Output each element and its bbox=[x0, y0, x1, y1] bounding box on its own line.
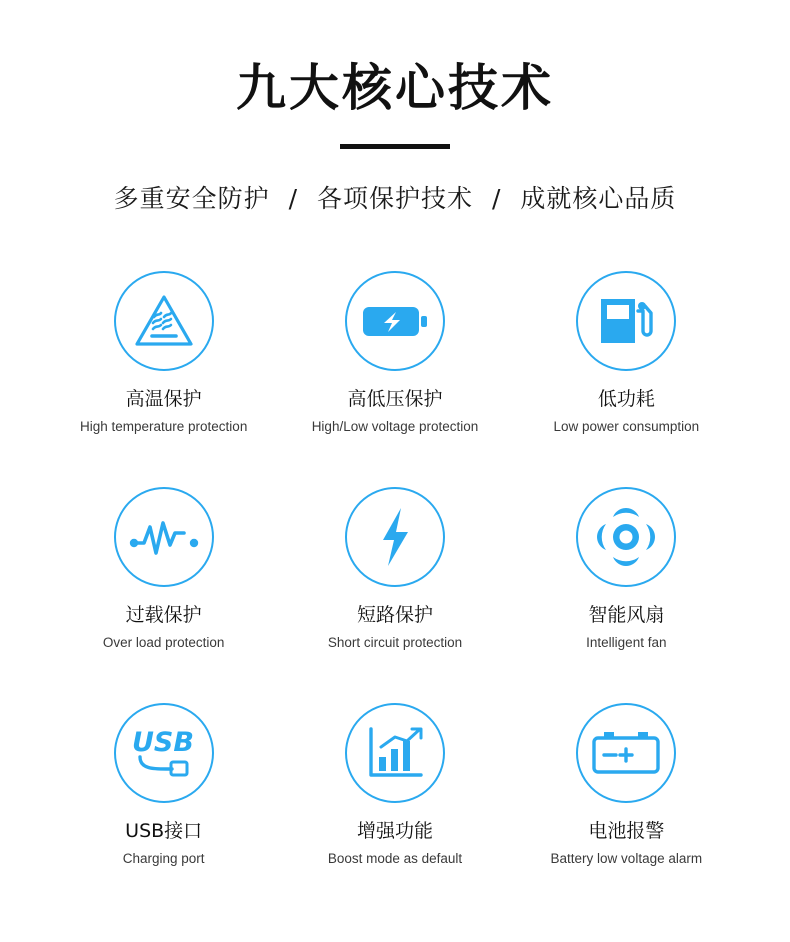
subtitle-part-2: 各项保护技术 bbox=[316, 184, 473, 213]
icon-circle bbox=[114, 703, 214, 803]
feature-label-cn: 高温保护 bbox=[125, 388, 202, 410]
icon-circle bbox=[576, 487, 676, 587]
feature-item-intelligent-fan bbox=[511, 487, 742, 703]
fan-icon bbox=[594, 505, 658, 569]
car-battery-icon bbox=[590, 728, 662, 778]
feature-label-en: Low power consumption bbox=[553, 418, 700, 434]
feature-label-en: Over load protection bbox=[102, 634, 225, 650]
icon-circle bbox=[345, 487, 445, 587]
bar-chart-arrow-icon bbox=[365, 725, 425, 781]
feature-label-en: Intelligent fan bbox=[586, 634, 667, 650]
feature-label-en: Charging port bbox=[122, 850, 205, 866]
feature-label-en: High/Low voltage protection bbox=[311, 418, 479, 434]
fuel-pump-icon bbox=[595, 293, 657, 349]
feature-item-voltage-protection bbox=[279, 271, 510, 487]
usb-icon bbox=[126, 727, 202, 779]
svg-text:USB: USB bbox=[131, 727, 194, 758]
feature-item-over-load bbox=[48, 487, 279, 703]
feature-item-low-power bbox=[511, 271, 742, 487]
feature-label-cn: 增强功能 bbox=[356, 820, 433, 842]
feature-label-cn: USB接口 bbox=[125, 820, 203, 842]
page-subtitle bbox=[0, 179, 790, 215]
feature-label-cn: 短路保护 bbox=[356, 604, 433, 626]
subtitle-part-1: 多重安全防护 bbox=[113, 184, 270, 213]
feature-label-cn: 低功耗 bbox=[597, 388, 655, 410]
feature-label-en: Short circuit protection bbox=[327, 634, 463, 650]
feature-grid bbox=[0, 271, 790, 919]
feature-label-cn: 电池报警 bbox=[588, 820, 665, 842]
title-divider bbox=[340, 144, 450, 149]
waveform-overload-icon bbox=[128, 514, 200, 560]
feature-label-en: High temperature protection bbox=[79, 418, 248, 434]
subtitle-separator-1: / bbox=[288, 184, 299, 213]
icon-circle bbox=[345, 703, 445, 803]
lightning-bolt-icon bbox=[375, 506, 415, 568]
subtitle-separator-2: / bbox=[491, 184, 502, 213]
feature-label-cn: 智能风扇 bbox=[588, 604, 665, 626]
feature-label-cn: 高低压保护 bbox=[347, 388, 443, 410]
feature-item-boost-mode bbox=[279, 703, 510, 919]
icon-circle bbox=[345, 271, 445, 371]
page-title: 九大核心技术 bbox=[236, 59, 554, 117]
poster-header bbox=[0, 0, 790, 215]
icon-circle bbox=[114, 487, 214, 587]
icon-circle bbox=[576, 703, 676, 803]
icon-circle bbox=[114, 271, 214, 371]
feature-item-usb-port bbox=[48, 703, 279, 919]
icon-circle bbox=[576, 271, 676, 371]
feature-item-high-temperature bbox=[48, 271, 279, 487]
subtitle-part-3: 成就核心品质 bbox=[520, 184, 677, 213]
feature-label-en: Battery low voltage alarm bbox=[550, 850, 703, 866]
high-temperature-icon bbox=[133, 292, 195, 350]
battery-voltage-icon bbox=[360, 298, 430, 344]
feature-label-en: Boost mode as default bbox=[327, 850, 463, 866]
feature-item-short-circuit bbox=[279, 487, 510, 703]
feature-label-cn: 过载保护 bbox=[125, 604, 202, 626]
feature-item-battery-alarm bbox=[511, 703, 742, 919]
